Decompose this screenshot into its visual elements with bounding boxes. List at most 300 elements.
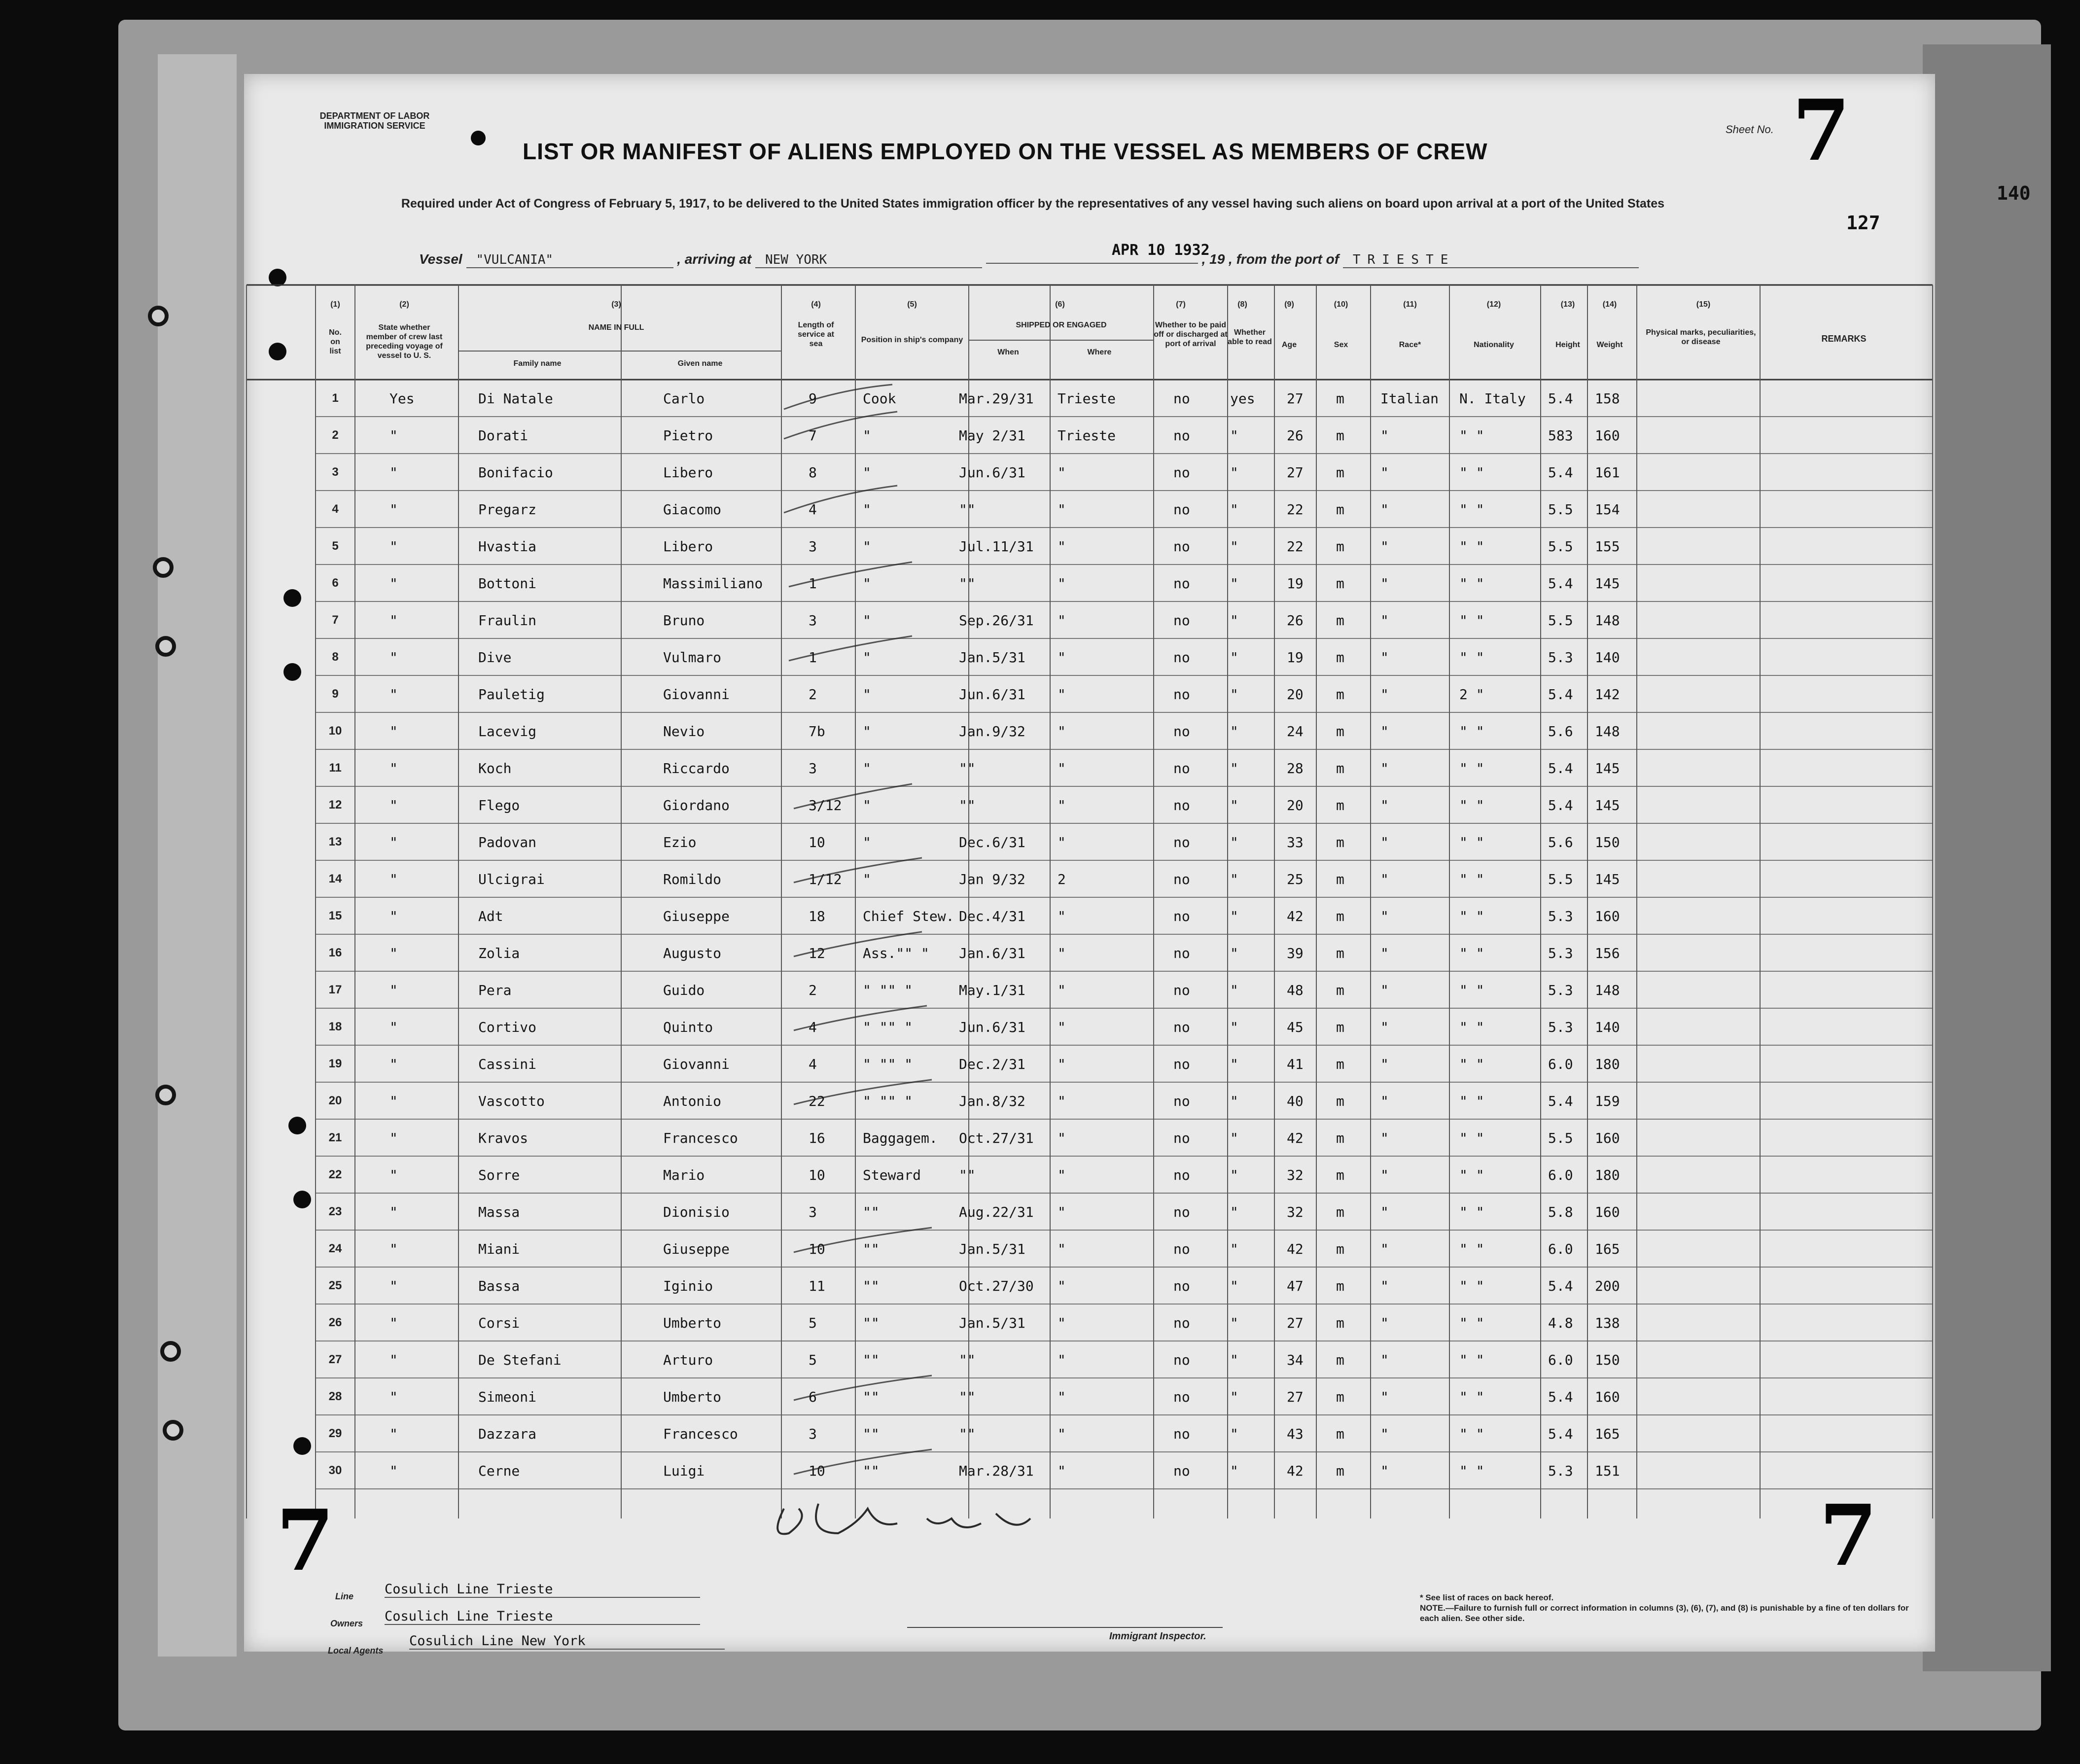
cell-length-of-service: 22	[809, 1093, 825, 1109]
cell-previous-voyage: "	[389, 1019, 398, 1035]
cell-paid-off: no	[1173, 1019, 1190, 1035]
cell-age: 47	[1287, 1278, 1304, 1294]
cell-nationality: " "	[1459, 1315, 1484, 1331]
cell-previous-voyage: "	[389, 1167, 398, 1183]
cell-able-to-read: "	[1230, 464, 1238, 481]
inspector-label: Immigrant Inspector.	[1109, 1631, 1206, 1642]
cell-length-of-service: 1	[809, 649, 817, 666]
cell-able-to-read: "	[1230, 1389, 1238, 1405]
row-number: 25	[328, 1279, 342, 1292]
cell-family-name: Bassa	[478, 1278, 520, 1294]
cell-weight: 180	[1595, 1167, 1620, 1183]
cell-length-of-service: 7	[809, 427, 817, 444]
cell-height: 5.5	[1548, 871, 1573, 887]
cell-length-of-service: 5	[809, 1315, 817, 1331]
cell-race: "	[1380, 427, 1389, 444]
cell-given-name: Antonio	[663, 1093, 722, 1109]
cell-weight: 150	[1595, 834, 1620, 850]
cell-sex: m	[1336, 982, 1344, 998]
col-previous-voyage: State whether member of crew last preceding voyage of vessel to U. S.	[366, 323, 443, 360]
cell-previous-voyage: "	[389, 575, 398, 592]
cell-nationality: " "	[1459, 760, 1484, 776]
col-height: Height	[1555, 341, 1580, 349]
cell-race: "	[1380, 612, 1389, 629]
cell-nationality: " "	[1459, 1389, 1484, 1405]
cell-age: 26	[1287, 427, 1304, 444]
cell-nationality: " "	[1459, 612, 1484, 629]
cell-length-of-service: 10	[809, 1463, 825, 1479]
cell-able-to-read: "	[1230, 945, 1238, 961]
cell-family-name: Pauletig	[478, 686, 545, 703]
cell-shipped-where: "	[1058, 797, 1066, 813]
cell-paid-off: no	[1173, 1241, 1190, 1257]
agents-value: Cosulich Line New York	[409, 1633, 725, 1650]
cell-sex: m	[1336, 1352, 1344, 1368]
cell-shipped-where: "	[1058, 1056, 1066, 1072]
cell-family-name: Corsi	[478, 1315, 520, 1331]
cell-shipped-where: "	[1058, 1315, 1066, 1331]
cell-height: 5.4	[1548, 1426, 1573, 1442]
cell-given-name: Francesco	[663, 1130, 738, 1146]
cell-paid-off: no	[1173, 575, 1190, 592]
cell-weight: 148	[1595, 982, 1620, 998]
cell-nationality: " "	[1459, 982, 1484, 998]
cell-previous-voyage: "	[389, 1389, 398, 1405]
sheet-number-label: Sheet No.	[1726, 123, 1774, 136]
cell-given-name: Massimiliano	[663, 575, 763, 592]
cell-able-to-read: "	[1230, 908, 1238, 924]
cell-paid-off: no	[1173, 538, 1190, 555]
cell-given-name: Guido	[663, 982, 705, 998]
cell-family-name: Pera	[478, 982, 512, 998]
cell-shipped-when: Jun.6/31	[959, 464, 1025, 481]
cell-race: "	[1380, 1056, 1389, 1072]
cell-paid-off: no	[1173, 945, 1190, 961]
col-weight: Weight	[1596, 341, 1623, 349]
col-given-name: Given name	[677, 359, 723, 368]
cell-given-name: Quinto	[663, 1019, 713, 1035]
cell-position: " "" "	[863, 982, 913, 998]
cell-able-to-read: "	[1230, 1204, 1238, 1220]
cell-nationality: " "	[1459, 649, 1484, 666]
cell-race: "	[1380, 834, 1389, 850]
cell-shipped-where: "	[1058, 464, 1066, 481]
row-number: 23	[328, 1205, 342, 1218]
cell-given-name: Libero	[663, 464, 713, 481]
cell-sex: m	[1336, 834, 1344, 850]
page-title: LIST OR MANIFEST OF ALIENS EMPLOYED ON THE VESSEL AS MEMBERS OF CREW	[523, 139, 1488, 164]
cell-height: 5.3	[1548, 1463, 1573, 1479]
cell-position: " "" "	[863, 1056, 913, 1072]
cell-shipped-where: "	[1058, 834, 1066, 850]
cell-position: ""	[863, 1241, 880, 1257]
cell-family-name: Dive	[478, 649, 512, 666]
cell-previous-voyage: "	[389, 797, 398, 813]
row-number: 15	[328, 909, 342, 922]
cell-sex: m	[1336, 1167, 1344, 1183]
cell-given-name: Mario	[663, 1167, 705, 1183]
cell-height: 5.4	[1548, 575, 1573, 592]
cell-given-name: Nevio	[663, 723, 705, 740]
cell-able-to-read: "	[1230, 723, 1238, 740]
cell-age: 25	[1287, 871, 1304, 887]
cell-paid-off: no	[1173, 1278, 1190, 1294]
cell-paid-off: no	[1173, 723, 1190, 740]
cell-sex: m	[1336, 945, 1344, 961]
cell-race: "	[1380, 464, 1389, 481]
cell-able-to-read: "	[1230, 1463, 1238, 1479]
cell-length-of-service: 1	[809, 575, 817, 592]
cell-height: 4.8	[1548, 1315, 1573, 1331]
cell-height: 6.0	[1548, 1241, 1573, 1257]
cell-position: "	[863, 723, 871, 740]
cell-sex: m	[1336, 1093, 1344, 1109]
cell-shipped-where: 2	[1058, 871, 1066, 887]
cell-previous-voyage: "	[389, 1426, 398, 1442]
cell-nationality: " "	[1459, 945, 1484, 961]
row-number: 10	[328, 724, 342, 738]
cell-race: "	[1380, 1426, 1389, 1442]
cell-shipped-when: Jan.5/31	[959, 1315, 1025, 1331]
cell-family-name: Zolia	[478, 945, 520, 961]
cell-nationality: " "	[1459, 797, 1484, 813]
cell-height: 5.4	[1548, 1278, 1573, 1294]
cell-height: 5.4	[1548, 1093, 1573, 1109]
cell-shipped-when: ""	[959, 1426, 976, 1442]
col-remarks: REMARKS	[1821, 334, 1867, 344]
cell-family-name: Bonifacio	[478, 464, 553, 481]
page-subtitle: Required under Act of Congress of February 5, 1917, to be delivered to the United States immigration officer by the representatives of any vessel having such aliens on board upon arrival at a port of the United States	[401, 197, 1665, 211]
row-number: 19	[328, 1057, 342, 1070]
cell-sex: m	[1336, 649, 1344, 666]
cell-shipped-when: ""	[959, 1389, 976, 1405]
cell-position: ""	[863, 1426, 880, 1442]
cell-weight: 145	[1595, 575, 1620, 592]
cell-shipped-where: "	[1058, 1352, 1066, 1368]
cell-weight: 151	[1595, 1463, 1620, 1479]
cell-paid-off: no	[1173, 1389, 1190, 1405]
cell-height: 5.3	[1548, 649, 1573, 666]
cell-able-to-read: "	[1230, 1019, 1238, 1035]
cell-length-of-service: 3/12	[809, 797, 842, 813]
cell-weight: 156	[1595, 945, 1620, 961]
cell-shipped-when: ""	[959, 1352, 976, 1368]
cell-shipped-when: May.1/31	[959, 982, 1025, 998]
cell-sex: m	[1336, 1241, 1344, 1257]
cell-paid-off: no	[1173, 501, 1190, 518]
cell-age: 34	[1287, 1352, 1304, 1368]
col-no-on-list: No. on list	[329, 328, 342, 355]
cell-weight: 160	[1595, 427, 1620, 444]
cell-paid-off: no	[1173, 1056, 1190, 1072]
cell-position: Steward	[863, 1167, 921, 1183]
cell-paid-off: no	[1173, 1315, 1190, 1331]
cell-height: 583	[1548, 427, 1573, 444]
cell-family-name: Dorati	[478, 427, 529, 444]
date-stamp: APR 10 1932	[1112, 242, 1210, 259]
cell-height: 5.5	[1548, 1130, 1573, 1146]
cell-given-name: Bruno	[663, 612, 705, 629]
col-where: Where	[1087, 348, 1112, 356]
cell-race: "	[1380, 908, 1389, 924]
cell-able-to-read: "	[1230, 1056, 1238, 1072]
cell-position: ""	[863, 1315, 880, 1331]
cell-race: "	[1380, 1130, 1389, 1146]
cell-family-name: Fraulin	[478, 612, 537, 629]
cell-sex: m	[1336, 1315, 1344, 1331]
cell-previous-voyage: "	[389, 834, 398, 850]
row-number: 22	[328, 1168, 342, 1181]
cell-age: 26	[1287, 612, 1304, 629]
cell-paid-off: no	[1173, 1426, 1190, 1442]
cell-race: "	[1380, 1019, 1389, 1035]
cell-weight: 159	[1595, 1093, 1620, 1109]
row-number: 2	[332, 428, 339, 442]
bottom-sheet-number-right: 7	[1819, 1486, 1878, 1585]
cell-nationality: " "	[1459, 723, 1484, 740]
cell-shipped-where: "	[1058, 1426, 1066, 1442]
cell-age: 42	[1287, 1241, 1304, 1257]
cell-given-name: Ezio	[663, 834, 697, 850]
cell-given-name: Giuseppe	[663, 908, 730, 924]
cell-shipped-where: "	[1058, 1093, 1066, 1109]
cell-family-name: Simeoni	[478, 1389, 537, 1405]
cell-weight: 165	[1595, 1241, 1620, 1257]
cell-race: "	[1380, 1463, 1389, 1479]
cell-length-of-service: 16	[809, 1130, 825, 1146]
col-family-name: Family name	[513, 359, 562, 368]
cell-given-name: Giovanni	[663, 1056, 730, 1072]
cell-shipped-where: "	[1058, 1204, 1066, 1220]
cell-shipped-when: Jan.9/32	[959, 723, 1025, 740]
cell-length-of-service: 9	[809, 390, 817, 407]
cell-nationality: " "	[1459, 1463, 1484, 1479]
cell-paid-off: no	[1173, 908, 1190, 924]
line-value: Cosulich Line Trieste	[385, 1582, 700, 1598]
cell-shipped-where: "	[1058, 501, 1066, 518]
cell-family-name: Padovan	[478, 834, 537, 850]
cell-weight: 161	[1595, 464, 1620, 481]
cell-sex: m	[1336, 390, 1344, 407]
cell-nationality: " "	[1459, 1426, 1484, 1442]
cell-height: 5.6	[1548, 834, 1573, 850]
row-number: 12	[328, 798, 342, 811]
cell-length-of-service: 10	[809, 1241, 825, 1257]
inspector-line	[907, 1627, 1223, 1628]
cell-race: "	[1380, 1352, 1389, 1368]
arriving-port: NEW YORK	[755, 252, 982, 268]
cell-given-name: Iginio	[663, 1278, 713, 1294]
col-shipped-engaged: SHIPPED OR ENGAGED	[1016, 321, 1107, 329]
cell-sex: m	[1336, 575, 1344, 592]
cell-shipped-where: "	[1058, 908, 1066, 924]
cell-age: 19	[1287, 575, 1304, 592]
cell-age: 27	[1287, 1315, 1304, 1331]
cell-age: 33	[1287, 834, 1304, 850]
cell-family-name: Koch	[478, 760, 512, 776]
row-number: 16	[328, 946, 342, 959]
cell-shipped-when: Jan.5/31	[959, 1241, 1025, 1257]
cell-able-to-read: "	[1230, 1130, 1238, 1146]
row-number: 28	[328, 1390, 342, 1403]
cell-able-to-read: "	[1230, 1278, 1238, 1294]
cell-shipped-when: ""	[959, 501, 976, 518]
cell-sex: m	[1336, 1278, 1344, 1294]
cell-shipped-when: Dec.6/31	[959, 834, 1025, 850]
cell-family-name: Vascotto	[478, 1093, 545, 1109]
cell-shipped-when: Oct.27/30	[959, 1278, 1034, 1294]
cell-nationality: " "	[1459, 1278, 1484, 1294]
cell-sex: m	[1336, 686, 1344, 703]
cell-position: "	[863, 686, 871, 703]
cell-shipped-when: ""	[959, 575, 976, 592]
cell-shipped-when: Jan.5/31	[959, 649, 1025, 666]
cell-length-of-service: 6	[809, 1389, 817, 1405]
cell-age: 32	[1287, 1204, 1304, 1220]
cell-race: "	[1380, 945, 1389, 961]
cell-weight: 158	[1595, 390, 1620, 407]
cell-able-to-read: "	[1230, 834, 1238, 850]
cell-weight: 160	[1595, 1389, 1620, 1405]
inspector-signature	[777, 1504, 1030, 1534]
cell-length-of-service: 3	[809, 1426, 817, 1442]
cell-length-of-service: 10	[809, 834, 825, 850]
cell-paid-off: no	[1173, 686, 1190, 703]
col-race: Race*	[1399, 341, 1421, 349]
from-port: TRIESTE	[1343, 252, 1639, 268]
cell-weight: 145	[1595, 760, 1620, 776]
cell-position: "	[863, 871, 871, 887]
cell-able-to-read: "	[1230, 797, 1238, 813]
cell-nationality: " "	[1459, 908, 1484, 924]
row-number: 17	[328, 983, 342, 996]
col-age: Age	[1281, 341, 1297, 349]
cell-paid-off: no	[1173, 649, 1190, 666]
cell-weight: 180	[1595, 1056, 1620, 1072]
cell-given-name: Giuseppe	[663, 1241, 730, 1257]
row-number: 11	[329, 761, 342, 775]
cell-family-name: Massa	[478, 1204, 520, 1220]
cell-height: 5.4	[1548, 760, 1573, 776]
cell-able-to-read: "	[1230, 1093, 1238, 1109]
cell-paid-off: no	[1173, 1463, 1190, 1479]
cell-sex: m	[1336, 1389, 1344, 1405]
cell-family-name: Adt	[478, 908, 503, 924]
cell-shipped-where: Trieste	[1058, 427, 1116, 444]
cell-given-name: Luigi	[663, 1463, 705, 1479]
cell-sex: m	[1336, 1056, 1344, 1072]
cell-shipped-when: Jan.6/31	[959, 945, 1025, 961]
row-number: 3	[332, 465, 339, 479]
cell-position: ""	[863, 1389, 880, 1405]
cell-previous-voyage: "	[389, 871, 398, 887]
cell-race: "	[1380, 1315, 1389, 1331]
cell-race: "	[1380, 797, 1389, 813]
cell-sex: m	[1336, 723, 1344, 740]
cell-sex: m	[1336, 1426, 1344, 1442]
cell-nationality: 2 "	[1459, 686, 1484, 703]
cell-family-name: Ulcigrai	[478, 871, 545, 887]
cell-sex: m	[1336, 427, 1344, 444]
col-position: Position in ship's company	[861, 336, 963, 344]
row-number: 24	[328, 1242, 342, 1255]
cell-shipped-where: "	[1058, 575, 1066, 592]
cell-nationality: " "	[1459, 427, 1484, 444]
cell-shipped-when: Jun.6/31	[959, 1019, 1025, 1035]
cell-previous-voyage: "	[389, 760, 398, 776]
cell-shipped-where: "	[1058, 1278, 1066, 1294]
cell-family-name: Cerne	[478, 1463, 520, 1479]
cell-paid-off: no	[1173, 760, 1190, 776]
cell-previous-voyage: "	[389, 1204, 398, 1220]
cell-able-to-read: "	[1230, 575, 1238, 592]
cell-given-name: Vulmaro	[663, 649, 722, 666]
cell-length-of-service: 3	[809, 538, 817, 555]
cell-family-name: Pregarz	[478, 501, 537, 518]
cell-paid-off: no	[1173, 1167, 1190, 1183]
cell-race: "	[1380, 1093, 1389, 1109]
cell-position: Cook	[863, 390, 896, 407]
cell-shipped-where: "	[1058, 1241, 1066, 1257]
cell-shipped-when: Dec.2/31	[959, 1056, 1025, 1072]
cell-race: "	[1380, 1204, 1389, 1220]
owners-value: Cosulich Line Trieste	[385, 1609, 700, 1625]
cell-position: ""	[863, 1352, 880, 1368]
cell-previous-voyage: "	[389, 612, 398, 629]
row-number: 1	[332, 391, 339, 405]
cell-shipped-where: "	[1058, 945, 1066, 961]
cell-height: 5.5	[1548, 538, 1573, 555]
sheet-number: 7	[1792, 81, 1851, 180]
cell-able-to-read: "	[1230, 982, 1238, 998]
row-number: 29	[328, 1427, 342, 1440]
cell-height: 5.3	[1548, 908, 1573, 924]
cell-age: 45	[1287, 1019, 1304, 1035]
cell-height: 5.8	[1548, 1204, 1573, 1220]
cell-paid-off: no	[1173, 427, 1190, 444]
cell-race: Italian	[1380, 390, 1439, 407]
cell-nationality: " "	[1459, 871, 1484, 887]
cell-height: 5.3	[1548, 982, 1573, 998]
cell-nationality: " "	[1459, 1130, 1484, 1146]
cell-nationality: " "	[1459, 1241, 1484, 1257]
cell-family-name: Lacevig	[478, 723, 537, 740]
cell-paid-off: no	[1173, 834, 1190, 850]
cell-able-to-read: "	[1230, 1167, 1238, 1183]
cell-weight: 140	[1595, 1019, 1620, 1035]
cell-family-name: Miani	[478, 1241, 520, 1257]
cell-previous-voyage: "	[389, 649, 398, 666]
cell-given-name: Arturo	[663, 1352, 713, 1368]
cell-given-name: Carlo	[663, 390, 705, 407]
cell-sex: m	[1336, 1463, 1344, 1479]
col-length-of-service: Length of service at sea	[798, 321, 834, 348]
cell-height: 5.4	[1548, 464, 1573, 481]
cell-position: Ass."" "	[863, 945, 929, 961]
cell-length-of-service: 18	[809, 908, 825, 924]
col-able-to-read: Whether able to read	[1228, 328, 1272, 346]
cell-shipped-when: Aug.22/31	[959, 1204, 1034, 1220]
line-label: Line	[335, 1591, 354, 1601]
cell-able-to-read: yes	[1230, 390, 1255, 407]
cell-weight: 140	[1595, 649, 1620, 666]
cell-age: 42	[1287, 1463, 1304, 1479]
cell-shipped-where: "	[1058, 1019, 1066, 1035]
cell-length-of-service: 11	[809, 1278, 825, 1294]
cell-nationality: " "	[1459, 1352, 1484, 1368]
cell-family-name: Dazzara	[478, 1426, 537, 1442]
row-number: 26	[328, 1316, 342, 1329]
